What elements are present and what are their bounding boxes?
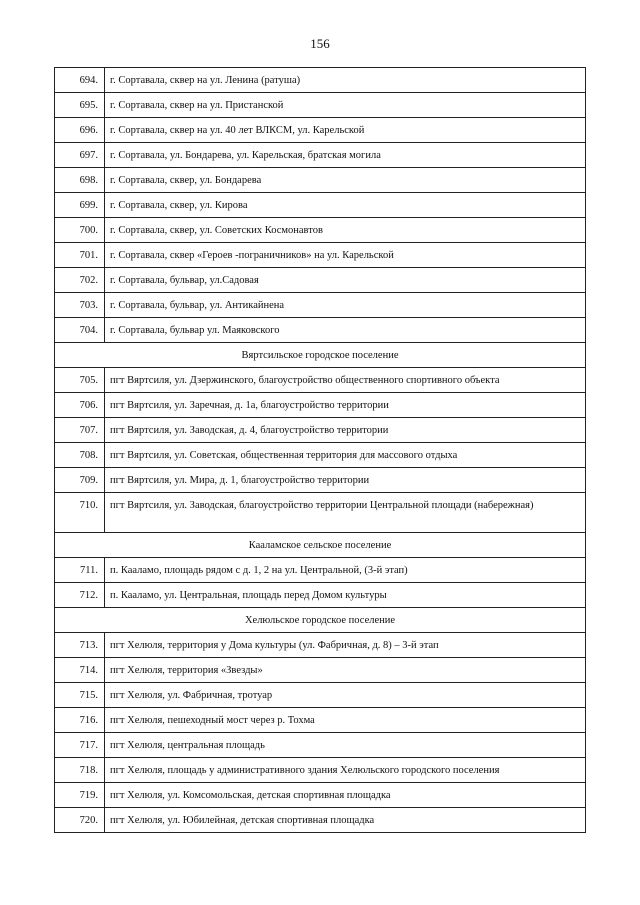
table-row (55, 583, 586, 608)
row-number: 702. (55, 268, 105, 293)
table-row (55, 683, 586, 708)
row-number: 709. (55, 468, 105, 493)
territory-table (54, 67, 586, 833)
table-row (55, 493, 586, 533)
section-header-row (55, 343, 586, 368)
row-number: 717. (55, 733, 105, 758)
table-row (55, 758, 586, 783)
row-description: г. Сортавала, сквер на ул. Пристанской (105, 93, 586, 118)
page-number: 156 (310, 36, 330, 51)
row-description: пгт Вяртсиля, ул. Заречная, д. 1а, благоустройство территории (105, 393, 586, 418)
table-row (55, 633, 586, 658)
row-description: г. Сортавала, бульвар, ул. Антикайнена (105, 293, 586, 318)
row-number: 703. (55, 293, 105, 318)
row-number: 696. (55, 118, 105, 143)
row-number: 720. (55, 808, 105, 833)
table-row (55, 293, 586, 318)
row-description: п. Кааламо, площадь рядом с д. 1, 2 на ул. Центральной, (3-й этап) (105, 558, 586, 583)
row-description: пгт Вяртсиля, ул. Заводская, благоустройство территории Центральной площади (набережная) (105, 493, 586, 533)
row-number: 694. (55, 68, 105, 93)
row-number: 706. (55, 393, 105, 418)
row-description: п. Кааламо, ул. Центральная, площадь перед Домом культуры (105, 583, 586, 608)
row-description: пгт Вяртсиля, ул. Советская, общественная территория для массового отдыха (105, 443, 586, 468)
table-row (55, 243, 586, 268)
table-row (55, 68, 586, 93)
table-row (55, 168, 586, 193)
row-number: 719. (55, 783, 105, 808)
row-description: пгт Хелюля, пешеходный мост через р. Тохма (105, 708, 586, 733)
table-row (55, 193, 586, 218)
table-row (55, 318, 586, 343)
row-description: г. Сортавала, сквер, ул. Кирова (105, 193, 586, 218)
row-number: 697. (55, 143, 105, 168)
row-description: пгт Вяртсиля, ул. Дзержинского, благоустройство общественного спортивного объекта (105, 368, 586, 393)
row-description: пгт Хелюля, центральная площадь (105, 733, 586, 758)
row-number: 710. (55, 493, 105, 533)
row-description: г. Сортавала, сквер на ул. Ленина (ратуша) (105, 68, 586, 93)
row-number: 704. (55, 318, 105, 343)
row-number: 695. (55, 93, 105, 118)
row-description: пгт Вяртсиля, ул. Мира, д. 1, благоустройство территории (105, 468, 586, 493)
row-number: 698. (55, 168, 105, 193)
row-number: 705. (55, 368, 105, 393)
row-description: г. Сортавала, сквер, ул. Советских Космонавтов (105, 218, 586, 243)
table-row (55, 93, 586, 118)
row-description: г. Сортавала, сквер на ул. 40 лет ВЛКСМ, ул. Карельской (105, 118, 586, 143)
section-header-row (55, 608, 586, 633)
section-title: Хелюльское городское поселение (55, 608, 586, 633)
table-row (55, 468, 586, 493)
row-number: 700. (55, 218, 105, 243)
row-number: 707. (55, 418, 105, 443)
table-row (55, 393, 586, 418)
section-title: Вяртсильское городское поселение (55, 343, 586, 368)
table-row (55, 558, 586, 583)
row-description: пгт Хелюля, ул. Фабричная, тротуар (105, 683, 586, 708)
row-description: г. Сортавала, бульвар ул. Маяковского (105, 318, 586, 343)
row-number: 711. (55, 558, 105, 583)
row-number: 718. (55, 758, 105, 783)
row-description: г. Сортавала, бульвар, ул.Садовая (105, 268, 586, 293)
row-description: пгт Хелюля, территория «Звезды» (105, 658, 586, 683)
table-row (55, 368, 586, 393)
table-row (55, 418, 586, 443)
table-row (55, 118, 586, 143)
row-description: пгт Хелюля, территория у Дома культуры (ул. Фабричная, д. 8) – 3-й этап (105, 633, 586, 658)
table-row (55, 708, 586, 733)
table-row (55, 143, 586, 168)
row-description: г. Сортавала, сквер, ул. Бондарева (105, 168, 586, 193)
row-number: 712. (55, 583, 105, 608)
row-number: 708. (55, 443, 105, 468)
section-title: Кааламское сельское поселение (55, 533, 586, 558)
row-description: пгт Хелюля, площадь у административного здания Хелюльского городского поселения (105, 758, 586, 783)
table-body (55, 68, 586, 833)
table-row (55, 268, 586, 293)
row-number: 713. (55, 633, 105, 658)
row-number: 699. (55, 193, 105, 218)
table-row (55, 658, 586, 683)
row-number: 701. (55, 243, 105, 268)
row-number: 715. (55, 683, 105, 708)
row-number: 714. (55, 658, 105, 683)
row-description: г. Сортавала, сквер «Героев -пограничников» на ул. Карельской (105, 243, 586, 268)
row-description: пгт Хелюля, ул. Комсомольская, детская спортивная площадка (105, 783, 586, 808)
row-description: пгт Вяртсиля, ул. Заводская, д. 4, благоустройство территории (105, 418, 586, 443)
table-row (55, 808, 586, 833)
row-description: г. Сортавала, ул. Бондарева, ул. Карельская, братская могила (105, 143, 586, 168)
table-row (55, 443, 586, 468)
table-row (55, 218, 586, 243)
section-header-row (55, 533, 586, 558)
table-row (55, 733, 586, 758)
table-row (55, 783, 586, 808)
row-description: пгт Хелюля, ул. Юбилейная, детская спортивная площадка (105, 808, 586, 833)
row-number: 716. (55, 708, 105, 733)
